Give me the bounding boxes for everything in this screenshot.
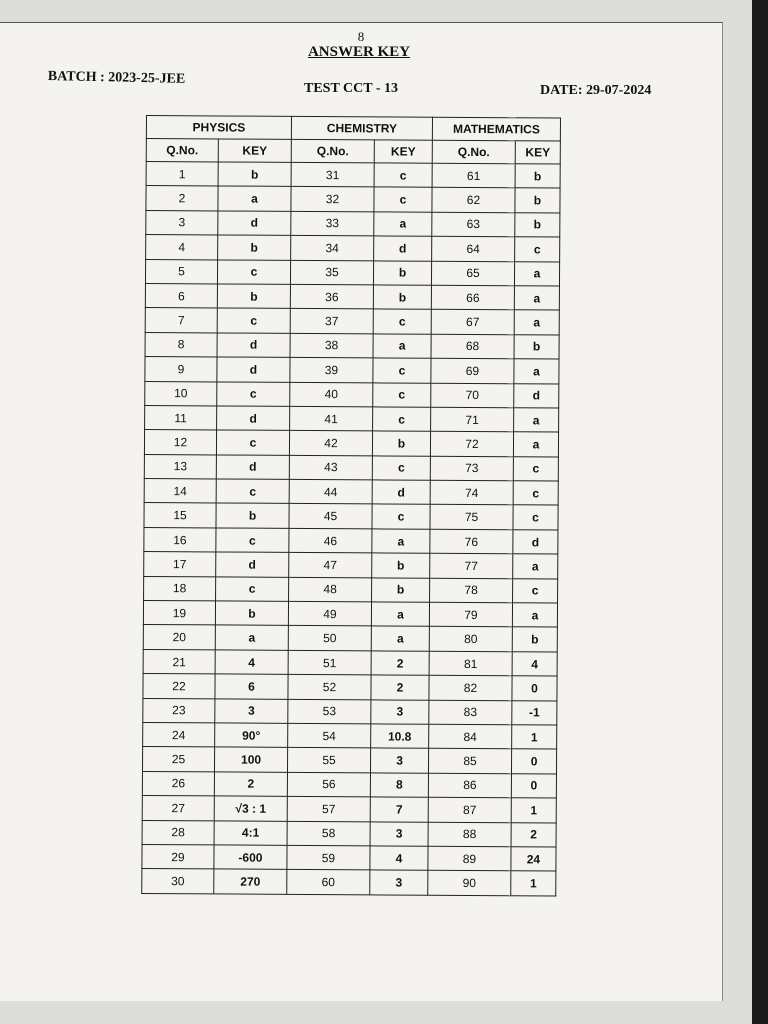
answer-key-cell: c [373,309,431,334]
question-number-cell: 9 [145,357,217,382]
question-number-cell: 37 [290,309,373,334]
question-number-cell: 32 [291,187,374,212]
answer-key-cell: c [217,308,290,333]
question-number-cell: 1 [146,162,218,187]
answer-key-cell: b [515,188,560,213]
question-number-cell: 58 [287,821,370,846]
question-number-cell: 69 [431,358,514,383]
question-number-cell: 26 [142,771,214,796]
answer-key-cell: a [514,359,559,384]
question-number-cell: 14 [144,479,216,504]
question-number-cell: 7 [145,308,217,333]
question-number-cell: 33 [291,211,374,236]
question-number-cell: 10 [145,381,217,406]
table-row [146,162,560,189]
answer-key-cell: c [374,163,432,188]
table-row [144,479,558,506]
table-row [144,430,558,457]
answer-key-cell: 7 [370,797,428,822]
question-number-cell: 63 [432,212,515,237]
answer-key-cell: d [514,383,559,408]
answer-key-cell: c [373,358,431,383]
subject-header-row [146,116,560,142]
answer-key-cell: a [513,432,558,457]
question-number-cell: 42 [289,431,372,456]
question-number-cell: 55 [287,748,370,773]
question-number-cell: 45 [289,504,372,529]
question-number-cell: 31 [291,162,374,187]
question-number-cell: 54 [288,723,371,748]
batch-label: BATCH : 2023-25-JEE [47,69,186,87]
answer-key-cell: b [215,601,288,626]
answer-key-cell: c [216,430,289,455]
answer-key-cell: 1 [511,798,556,823]
answer-key-cell: a [513,554,558,579]
table-row [142,844,556,871]
question-number-cell: 5 [145,259,217,284]
answer-key-cell: 90° [215,723,288,748]
answer-key-cell: b [372,431,430,456]
question-number-cell: 41 [290,406,373,431]
answer-key-cell: √3 : 1 [214,796,287,821]
answer-key-cell: 100 [214,747,287,772]
answer-key-cell: 4 [370,846,428,871]
question-number-cell: 51 [288,650,371,675]
question-number-cell: 12 [144,430,216,455]
answer-key-cell: d [374,236,432,261]
question-number-cell: 11 [145,405,217,430]
answer-key-cell: c [373,382,431,407]
date-label: DATE: 29-07-2024 [540,83,652,98]
question-number-cell: 21 [143,649,215,674]
table-row [144,527,558,554]
table-row [144,503,558,530]
answer-key-cell: a [512,603,557,628]
question-number-cell: 78 [430,578,513,603]
answer-key-cell: b [372,553,430,578]
answer-key-cell: b [218,235,291,260]
question-number-cell: 59 [287,845,370,870]
answer-key-cell: a [374,212,432,237]
question-number-cell: 28 [142,820,214,845]
answer-key-cell: c [372,456,430,481]
question-number-cell: 61 [432,163,515,188]
question-number-cell: 73 [430,456,513,481]
question-number-cell: 46 [289,528,372,553]
column-header-key: KEY [374,140,432,163]
question-number-cell: 52 [288,675,371,700]
answer-key-cell: 3 [370,821,428,846]
answer-key-cell: c [216,577,289,602]
answer-key-cell: 1 [512,725,557,750]
table-row [143,601,557,628]
question-number-cell: 23 [143,698,215,723]
question-number-cell: 72 [430,432,513,457]
table-row [144,552,558,579]
table-row [142,747,556,774]
table-row [145,357,559,384]
table-row [142,869,556,896]
answer-key-cell: c [216,528,289,553]
question-number-cell: 27 [142,796,214,821]
answer-key-cell: b [514,334,559,359]
answer-key-cell: 0 [511,774,556,799]
question-number-cell: 83 [429,700,512,725]
question-number-cell: 65 [431,261,514,286]
question-number-cell: 56 [287,772,370,797]
question-number-cell: 6 [145,283,217,308]
answer-key-cell: c [216,479,289,504]
question-number-cell: 84 [429,724,512,749]
answer-key-cell: d [217,333,290,358]
question-number-cell: 57 [287,797,370,822]
question-number-cell: 20 [143,625,215,650]
answer-key-cell: 0 [512,676,557,701]
table-row [142,796,556,823]
answer-key-cell: b [373,285,431,310]
question-number-cell: 50 [288,626,371,651]
answer-key-cell: d [372,480,430,505]
question-number-cell: 66 [431,285,514,310]
table-row [144,576,558,603]
table-row [142,771,556,798]
answer-key-cell: 2 [371,651,429,676]
answer-key-cell: a [514,408,559,433]
question-number-cell: 16 [144,527,216,552]
answer-key-cell: b [373,260,431,285]
question-number-cell: 82 [429,675,512,700]
question-number-cell: 47 [289,553,372,578]
question-number-cell: 75 [430,505,513,530]
question-number-cell: 80 [429,627,512,652]
answer-key-cell: 1 [511,871,556,896]
answer-key-cell: a [514,286,559,311]
question-number-cell: 62 [432,188,515,213]
answer-key-cell: d [513,530,558,555]
question-number-cell: 34 [291,236,374,261]
answer-key-cell: a [215,625,288,650]
table-row [143,649,557,676]
answer-key-cell: c [373,407,431,432]
question-number-cell: 90 [428,871,511,896]
test-label: TEST CCT - 13 [304,81,399,96]
question-number-cell: 87 [428,797,511,822]
answer-key-cell: b [216,503,289,528]
table-row [145,381,559,408]
page-title-text: ANSWER KEY [307,44,411,60]
answer-key-cell: 24 [511,847,556,872]
question-number-cell: 39 [290,358,373,383]
answer-key-cell: b [515,213,560,238]
answer-key-cell: c [217,381,290,406]
table-row [144,454,558,481]
table-row [143,722,557,749]
answer-key-cell: c [515,237,560,262]
answer-key-cell: c [374,187,432,212]
question-number-cell: 29 [142,844,214,869]
answer-key-cell: 2 [371,675,429,700]
subject-header-chemistry: CHEMISTRY [291,116,432,140]
column-header-qno: Q.No. [432,140,515,164]
question-number-cell: 2 [146,186,218,211]
answer-key-cell: b [217,284,290,309]
answer-key-cell: 2 [214,772,287,797]
question-number-cell: 48 [289,577,372,602]
question-number-cell: 77 [430,553,513,578]
question-number-cell: 60 [287,870,370,895]
answer-key-cell: 3 [371,699,429,724]
question-number-cell: 30 [142,869,214,894]
question-number-cell: 3 [146,210,218,235]
question-number-cell: 44 [289,479,372,504]
question-number-cell: 81 [429,651,512,676]
question-number-cell: 25 [142,747,214,772]
answer-key-cell: 3 [370,870,428,895]
answer-key-cell: -600 [214,845,287,870]
answer-key-cell: c [217,260,290,285]
table-row [145,283,559,310]
answer-key-cell: b [515,164,560,189]
subject-header-mathematics: MATHEMATICS [432,117,560,141]
question-number-cell: 85 [428,749,511,774]
column-header-qno: Q.No. [146,139,218,162]
answer-key-cell: b [512,627,557,652]
page-title [0,44,718,61]
answer-key-table [141,115,561,896]
question-number-cell: 18 [144,576,216,601]
table-row [145,405,559,432]
question-number-cell: 15 [144,503,216,528]
table-row [146,210,560,237]
answer-key-cell: 4 [512,652,557,677]
answer-key-cell: 270 [214,869,287,894]
table-row [145,308,559,335]
question-number-cell: 68 [431,334,514,359]
table-row [146,235,560,262]
answer-key-cell: 4 [215,650,288,675]
question-number-cell: 40 [290,382,373,407]
answer-key-cell: b [218,162,291,187]
table-row [143,698,557,725]
answer-key-cell: d [217,406,290,431]
answer-key-cell: c [513,505,558,530]
table-row [145,259,559,286]
column-header-row [146,139,560,165]
question-number-cell: 17 [144,552,216,577]
answer-key-cell: a [371,626,429,651]
question-number-cell: 88 [428,822,511,847]
table-row [143,674,557,701]
answer-key-cell: d [217,357,290,382]
page-number: 8 [357,29,365,44]
column-header-qno: Q.No. [291,139,374,163]
question-number-cell: 67 [431,310,514,335]
question-number-cell: 36 [290,284,373,309]
question-number-cell: 22 [143,674,215,699]
question-number-cell: 76 [430,529,513,554]
table-row [145,332,559,359]
question-number-cell: 19 [143,601,215,626]
answer-key-sheet [0,22,723,1001]
answer-key-cell: 0 [511,749,556,774]
answer-key-cell: a [514,261,559,286]
question-number-cell: 43 [289,455,372,480]
question-number-cell: 71 [431,407,514,432]
question-number-cell: 38 [290,333,373,358]
answer-key-cell: c [372,504,430,529]
answer-key-cell: -1 [512,700,557,725]
question-number-cell: 64 [432,236,515,261]
column-header-key: KEY [218,139,291,162]
answer-key-cell: 8 [370,773,428,798]
answer-key-cell: 4:1 [214,820,287,845]
answer-key-body [142,162,560,896]
question-number-cell: 24 [143,722,215,747]
answer-key-cell: 3 [370,748,428,773]
answer-key-cell: a [373,334,431,359]
question-number-cell: 13 [144,454,216,479]
answer-key-cell: c [513,578,558,603]
question-number-cell: 70 [431,383,514,408]
answer-key-cell: a [514,310,559,335]
question-number-cell: 86 [428,773,511,798]
answer-key-cell: b [372,578,430,603]
answer-key-cell: d [216,552,289,577]
answer-key-cell: c [513,456,558,481]
question-number-cell: 89 [428,846,511,871]
answer-key-cell: a [218,186,291,211]
question-number-cell: 53 [288,699,371,724]
question-number-cell: 74 [430,480,513,505]
answer-key-cell: 10.8 [371,724,429,749]
column-header-key: KEY [515,141,560,164]
answer-key-cell: a [371,602,429,627]
answer-key-cell: d [218,211,291,236]
table-row [143,625,557,652]
question-number-cell: 4 [146,235,218,260]
table-row [142,820,556,847]
question-number-cell: 35 [290,260,373,285]
table-row [146,186,560,213]
answer-key-cell: 6 [215,674,288,699]
answer-key-cell: 2 [511,822,556,847]
question-number-cell: 79 [429,602,512,627]
question-number-cell: 8 [145,332,217,357]
answer-key-cell: 3 [215,699,288,724]
answer-key-cell: c [513,481,558,506]
background-edge [752,0,768,1024]
answer-key-cell: a [372,529,430,554]
subject-header-physics: PHYSICS [146,116,291,140]
answer-key-cell: d [216,455,289,480]
question-number-cell: 49 [288,601,371,626]
